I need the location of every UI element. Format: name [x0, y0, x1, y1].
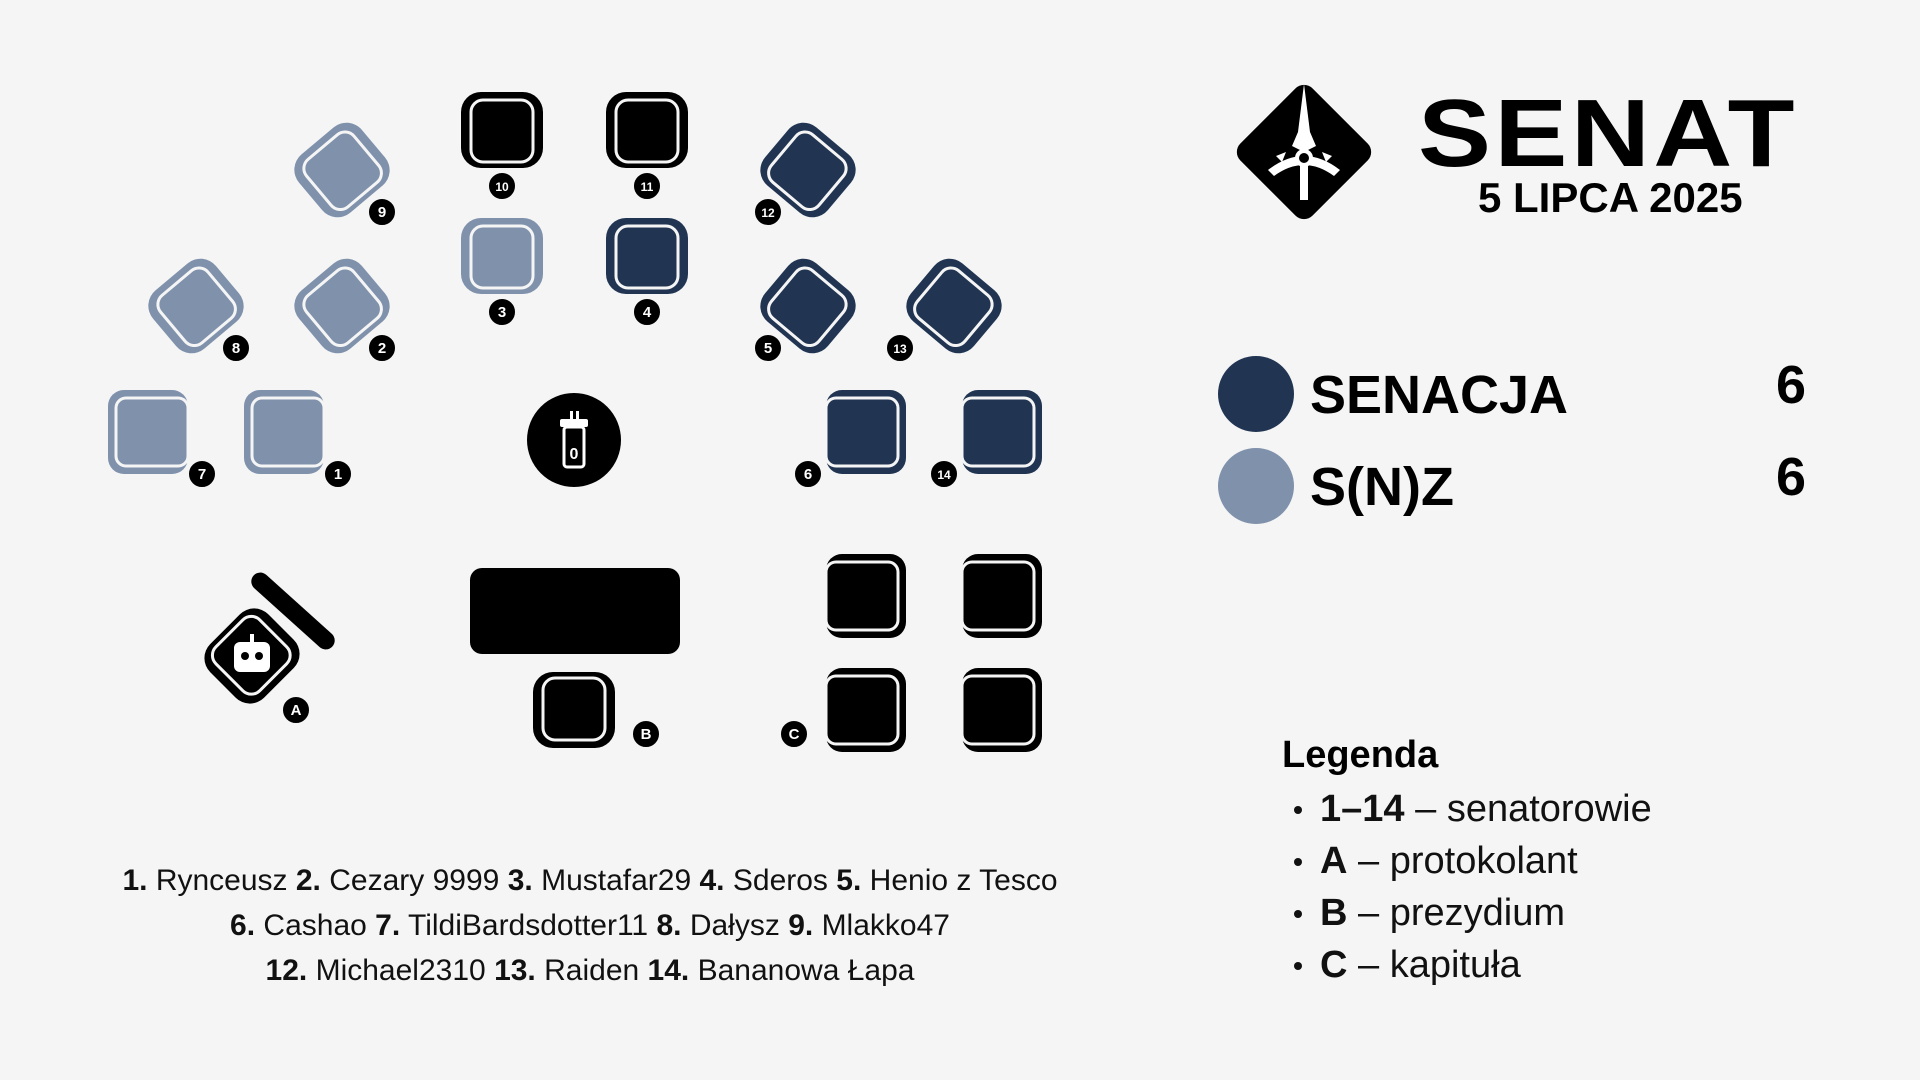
- legend-desc: senatorowie: [1446, 788, 1652, 830]
- podium-label: 0: [569, 446, 579, 463]
- roster-number: 4.: [699, 864, 725, 897]
- roster-name: Cashao: [263, 909, 367, 942]
- legend-separator: –: [1358, 892, 1380, 934]
- seat-badge: [633, 298, 661, 326]
- legend-desc: protokolant: [1389, 840, 1578, 882]
- roster-name: Bananowa Łapa: [697, 954, 915, 987]
- roster-number: 2.: [295, 864, 321, 897]
- senate-emblem-icon: [1224, 72, 1384, 232]
- seat-badge: [222, 334, 250, 362]
- roster-name: Rynceusz: [155, 864, 288, 897]
- seat-label: 11: [640, 180, 654, 194]
- page-title: SENAT: [1418, 80, 1798, 187]
- roster-name: Sderos: [732, 864, 828, 897]
- seat-9: [286, 115, 398, 226]
- legend-item: [1320, 835, 1802, 887]
- seat-3: [461, 218, 543, 326]
- legend-separator: –: [1415, 788, 1437, 830]
- seat-8: [140, 251, 252, 362]
- legend-item: [1320, 887, 1802, 939]
- seat-6: [794, 390, 906, 488]
- roster-number: 3.: [507, 864, 533, 897]
- party-row-snz: [1218, 448, 1818, 524]
- seat-badge: [633, 172, 661, 200]
- party-seat-count: 6: [1775, 447, 1806, 507]
- party-name: S(N)Z: [1310, 457, 1454, 517]
- seat-label: 1: [333, 466, 343, 483]
- legend-desc: prezydium: [1389, 892, 1566, 934]
- legend-desc: kapituła: [1389, 944, 1521, 986]
- seat-badge: [368, 334, 396, 362]
- legend-key: A: [1320, 840, 1348, 882]
- seat-2: [286, 251, 398, 362]
- party-name: SENACJA: [1310, 365, 1569, 425]
- legend-list: [1282, 783, 1802, 991]
- roster-number: 7.: [375, 909, 401, 942]
- seat-badge: [488, 298, 516, 326]
- seat-label: B: [640, 726, 652, 743]
- roster-line: [40, 903, 1140, 948]
- seat-label: 3: [497, 304, 507, 321]
- legend-item: [1320, 939, 1802, 991]
- party-row-senacja: [1218, 356, 1818, 432]
- party-color-dot: [1218, 356, 1294, 432]
- chapter-seat: [962, 554, 1042, 638]
- chapter-seat: [826, 554, 906, 638]
- seat-label: 4: [642, 304, 652, 321]
- seat-7: [108, 390, 216, 488]
- seat-label: C: [788, 726, 800, 743]
- seat-badge: [632, 720, 660, 748]
- legend-title: Legenda: [1282, 734, 1439, 776]
- chapter-seat: [962, 668, 1042, 752]
- seat-badge: [886, 334, 914, 362]
- seat-c: [780, 668, 906, 752]
- roster-name: Dałysz: [689, 909, 780, 942]
- roster-number: 9.: [788, 909, 814, 942]
- seat-badge: [368, 198, 396, 226]
- party-color-dot: [1218, 448, 1294, 524]
- roster-line: [40, 858, 1140, 903]
- seat-b: [533, 672, 660, 748]
- legend: [1282, 734, 1802, 991]
- seat-badge: [282, 696, 310, 724]
- seat-badge: [754, 198, 782, 226]
- roster-name: TildiBardsdotter11: [407, 909, 649, 942]
- seat-label: 12: [761, 206, 775, 220]
- legend-item: [1320, 783, 1802, 835]
- seat-label: 7: [197, 466, 207, 483]
- seat-label: 10: [495, 180, 509, 194]
- seat-10: [461, 92, 543, 200]
- podium: [527, 393, 621, 487]
- seat-badge: [324, 460, 352, 488]
- header: [1228, 72, 1808, 242]
- seat-badge: [488, 172, 516, 200]
- roster-name: Mlakko47: [821, 909, 950, 942]
- roster-number: 5.: [836, 864, 862, 897]
- seat-label: 9: [377, 204, 387, 221]
- legend-key: B: [1320, 892, 1348, 934]
- roster-number: 8.: [656, 909, 682, 942]
- seat-badge: [188, 460, 216, 488]
- session-date: 5 LIPCA 2025: [1478, 174, 1743, 221]
- legend-separator: –: [1358, 840, 1380, 882]
- senator-roster: [40, 858, 1140, 993]
- roster-number: 1.: [122, 864, 148, 897]
- seat-14: [930, 390, 1042, 488]
- roster-line: [40, 948, 1140, 993]
- seat-label: 14: [937, 468, 951, 482]
- seat-label: 5: [763, 340, 773, 357]
- seat-13: [886, 251, 1010, 362]
- seat-label: 2: [377, 340, 387, 357]
- roster-number: 14.: [647, 954, 690, 987]
- seat-1: [244, 390, 352, 488]
- presidium-table: [470, 568, 680, 654]
- seat-badge: [780, 720, 808, 748]
- roster-name: Michael2310: [315, 954, 486, 987]
- roster-name: Mustafar29: [541, 864, 692, 897]
- seat-12: [752, 115, 864, 226]
- roster-name: Raiden: [544, 954, 640, 987]
- roster-number: 6.: [230, 909, 256, 942]
- seat-badge: [754, 334, 782, 362]
- roster-name: Cezary 9999: [329, 864, 500, 897]
- roster-number: 12.: [265, 954, 308, 987]
- seat-label: 6: [803, 466, 813, 483]
- roster-name: Henio z Tesco: [869, 864, 1058, 897]
- seat-11: [606, 92, 688, 200]
- seat-label: 8: [231, 340, 241, 357]
- party-seat-count: 6: [1775, 355, 1806, 415]
- seat-4: [606, 218, 688, 326]
- seat-badge: [794, 460, 822, 488]
- legend-key: C: [1320, 944, 1348, 986]
- seat-5: [752, 251, 864, 362]
- seat-label: 13: [893, 342, 907, 356]
- roster-number: 13.: [494, 954, 536, 987]
- seat-label: A: [290, 702, 302, 719]
- seat-badge: [930, 460, 958, 488]
- legend-separator: –: [1358, 944, 1380, 986]
- legend-key: 1–14: [1320, 788, 1405, 830]
